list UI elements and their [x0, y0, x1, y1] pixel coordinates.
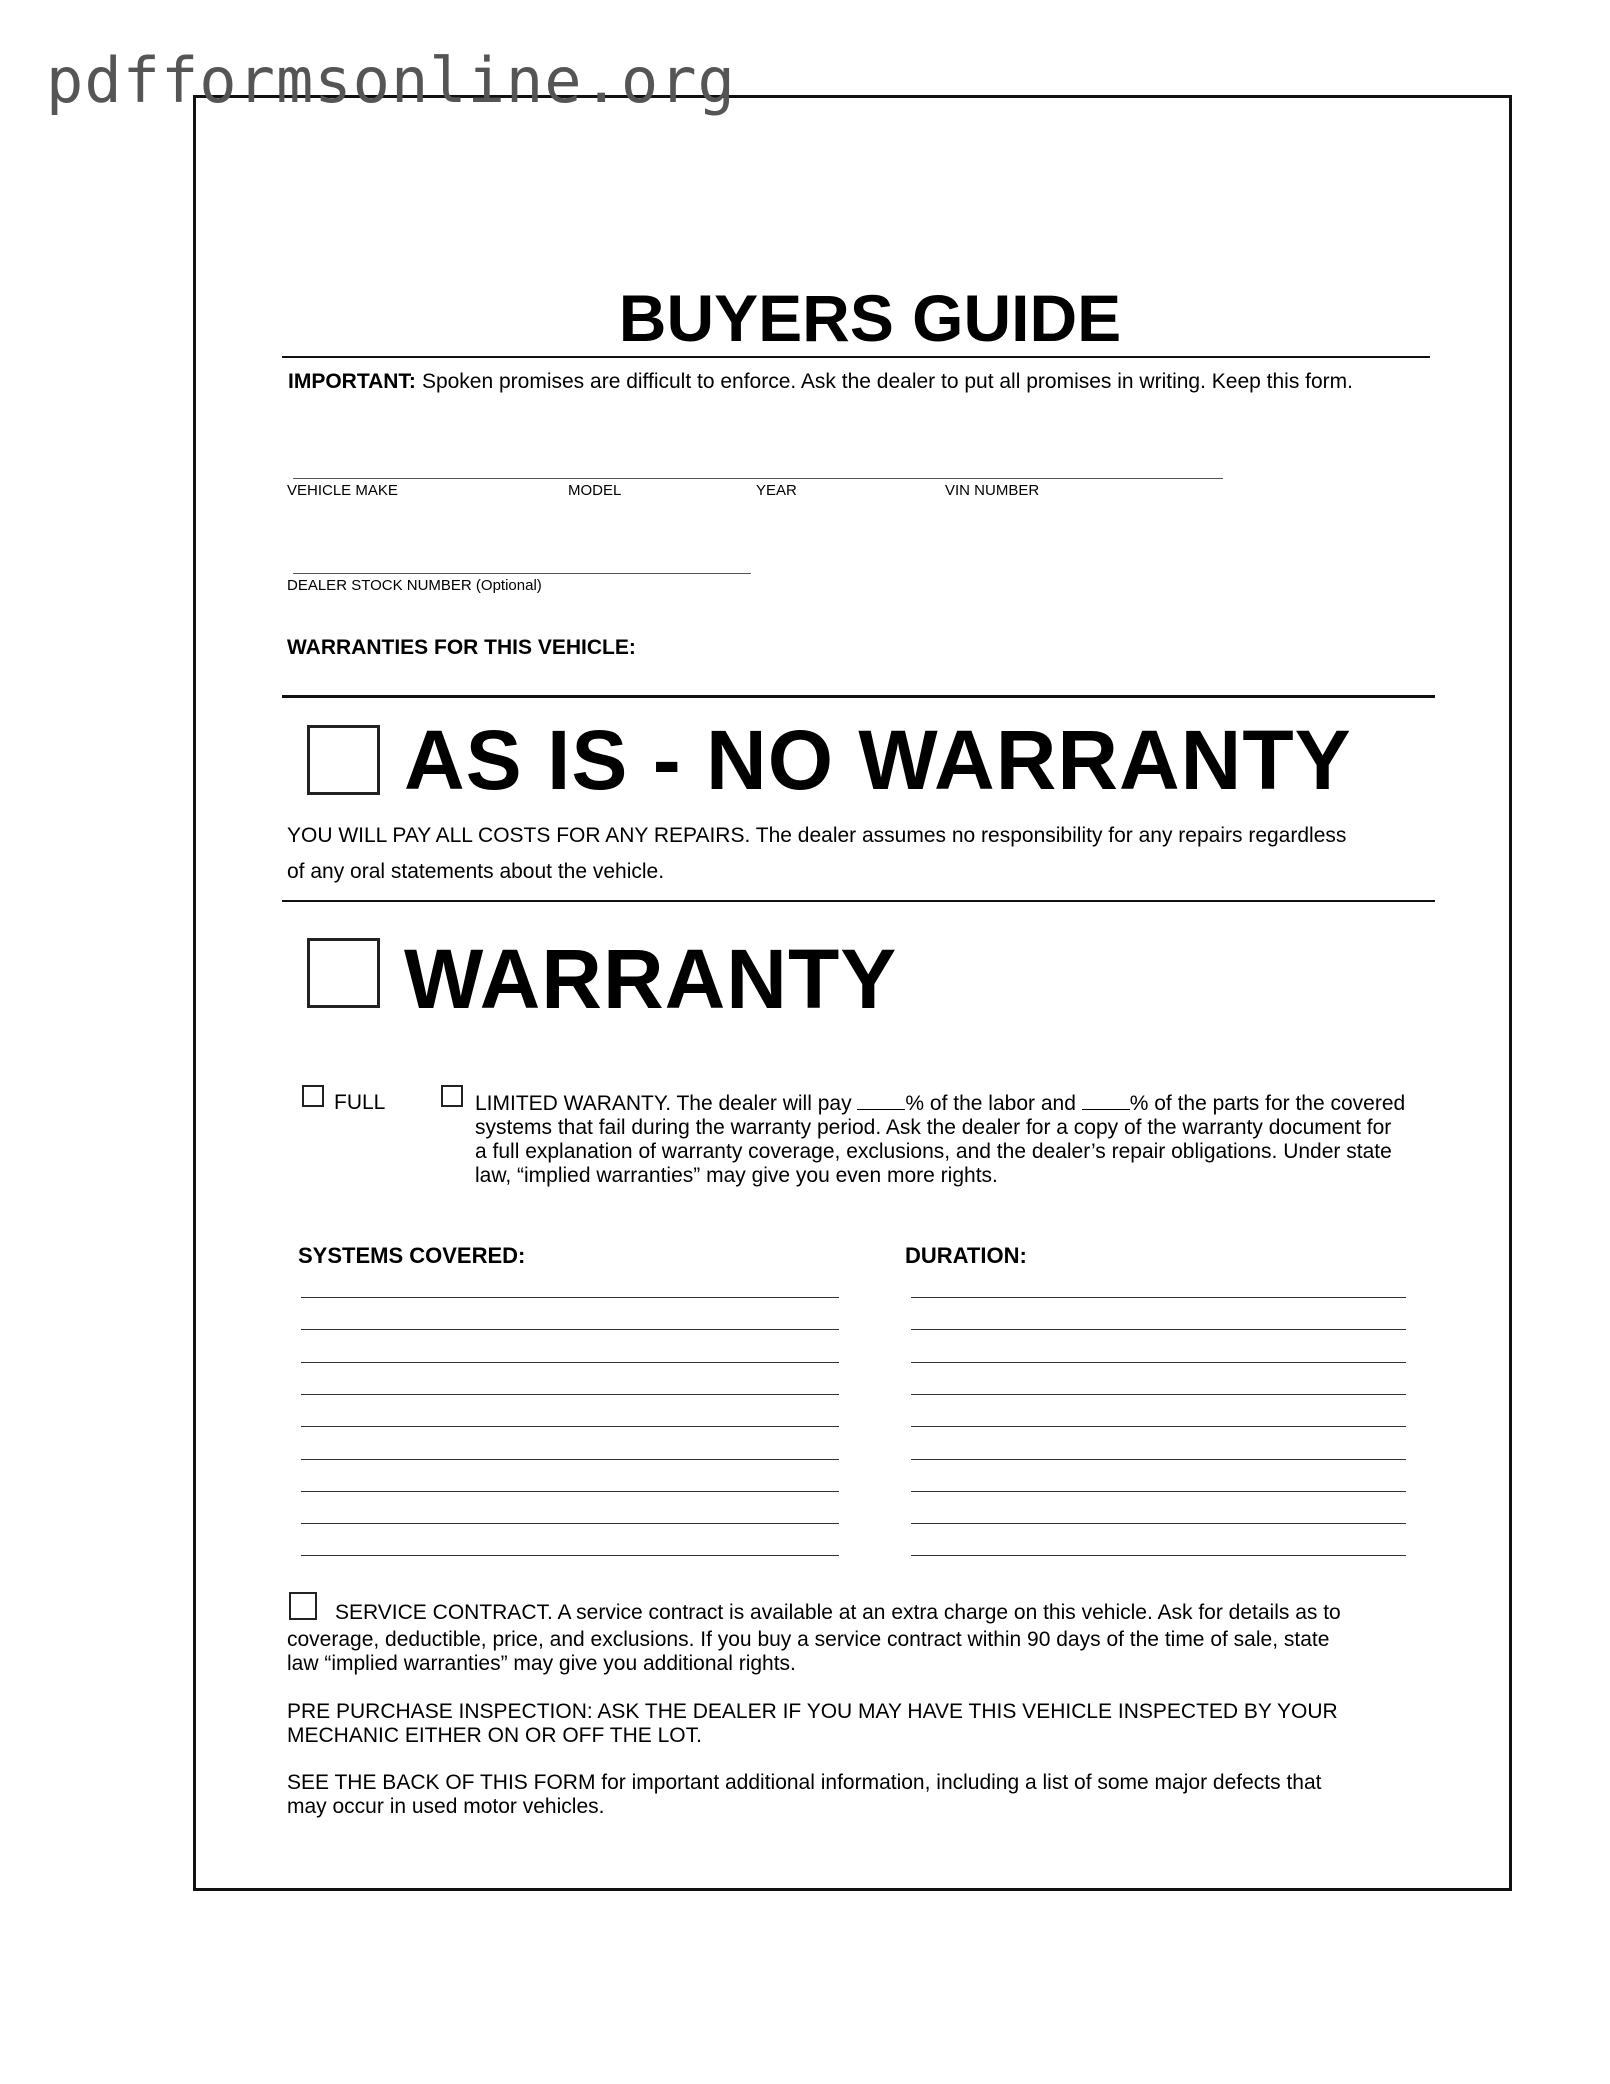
systems-covered-line[interactable] [301, 1329, 839, 1330]
limited-line-2: systems that fail during the warranty period. Ask the dealer for a copy of the warranty document for [475, 1116, 1392, 1139]
vehicle-make-label: VEHICLE MAKE [287, 482, 398, 499]
limited-line-3: a full explanation of warranty coverage, exclusions, and the dealer’s repair obligations. Under state [475, 1140, 1392, 1163]
duration-heading: DURATION: [905, 1243, 1027, 1268]
see-back-line-1: SEE THE BACK OF THIS FORM for important additional information, including a list of some major defects that [287, 1771, 1322, 1794]
warranty-top-rule [282, 900, 1435, 902]
systems-covered-line[interactable] [301, 1491, 839, 1492]
duration-line[interactable] [911, 1491, 1406, 1492]
duration-line[interactable] [911, 1362, 1406, 1363]
systems-covered-line[interactable] [301, 1459, 839, 1460]
service-contract-text [287, 1601, 1341, 1676]
limited-line-4: law, “implied warranties” may give you even more rights. [475, 1164, 998, 1187]
duration-line[interactable] [911, 1459, 1406, 1460]
vin-label: VIN NUMBER [945, 482, 1040, 499]
systems-covered-line[interactable] [301, 1394, 839, 1395]
year-label: YEAR [756, 482, 797, 499]
see-back-line-2: may occur in used motor vehicles. [287, 1795, 605, 1818]
limited-part-1: LIMITED WARANTY. The dealer will pay [475, 1092, 852, 1115]
limited-line-1 [475, 1091, 1405, 1116]
pre-purchase-line-1: PRE PURCHASE INSPECTION: ASK THE DEALER IF YOU MAY HAVE THIS VEHICLE INSPECTED BY YOUR [287, 1700, 1338, 1723]
systems-covered-line[interactable] [301, 1523, 839, 1524]
as-is-checkbox[interactable] [307, 725, 380, 795]
systems-covered-line[interactable] [301, 1555, 839, 1556]
systems-covered-line[interactable] [301, 1362, 839, 1363]
full-warranty-label: FULL [334, 1091, 386, 1114]
title-rule [282, 356, 1430, 358]
as-is-text [287, 818, 1346, 890]
limited-warranty-text [475, 1091, 1405, 1188]
warranty-heading: WARRANTY [404, 932, 898, 1026]
systems-covered-line[interactable] [301, 1297, 839, 1298]
service-line-2: coverage, deductible, price, and exclusions. If you buy a service contract within 90 days of the time of sale, state [287, 1628, 1330, 1651]
model-label: MODEL [568, 482, 622, 499]
labor-percent-field[interactable] [857, 1091, 905, 1110]
warranty-checkbox[interactable] [307, 938, 380, 1008]
as-is-top-rule [282, 695, 1435, 698]
systems-covered-line[interactable] [301, 1426, 839, 1427]
service-line-1: SERVICE CONTRACT. A service contract is available at an extra charge on this vehicle. Ask for details as to [335, 1601, 1341, 1624]
important-label: IMPORTANT: [288, 370, 416, 393]
important-text: Spoken promises are difficult to enforce. Ask the dealer to put all promises in writing. Keep this form. [421, 370, 1354, 393]
pre-purchase-text [287, 1700, 1338, 1748]
dealer-stock-label: DEALER STOCK NUMBER (Optional) [287, 577, 542, 594]
as-is-line-2: of any oral statements about the vehicle. [287, 860, 665, 883]
duration-line[interactable] [911, 1555, 1406, 1556]
systems-covered-heading: SYSTEMS COVERED: [298, 1243, 526, 1268]
pre-purchase-line-2: MECHANIC EITHER ON OR OFF THE LOT. [287, 1724, 702, 1747]
duration-line[interactable] [911, 1426, 1406, 1427]
as-is-heading: AS IS - NO WARRANTY [404, 713, 1352, 807]
important-notice [288, 370, 1353, 394]
duration-line[interactable] [911, 1394, 1406, 1395]
full-warranty-checkbox[interactable] [302, 1085, 324, 1107]
duration-line[interactable] [911, 1297, 1406, 1298]
limited-part-2: % of the labor and [905, 1092, 1076, 1115]
form-title: BUYERS GUIDE [618, 281, 1122, 355]
warranties-heading: WARRANTIES FOR THIS VEHICLE: [287, 636, 636, 659]
limited-warranty-checkbox[interactable] [441, 1085, 463, 1107]
parts-percent-field[interactable] [1082, 1091, 1130, 1110]
duration-line[interactable] [911, 1329, 1406, 1330]
duration-line[interactable] [911, 1523, 1406, 1524]
vehicle-info-line[interactable] [293, 478, 1223, 479]
service-line-3: law “implied warranties” may give you additional rights. [287, 1652, 796, 1675]
see-back-text [287, 1771, 1321, 1819]
watermark: pdfformsonline.org [46, 44, 736, 117]
as-is-line-1: YOU WILL PAY ALL COSTS FOR ANY REPAIRS. The dealer assumes no responsibility for any repairs regardless [287, 824, 1347, 847]
dealer-stock-line[interactable] [293, 573, 751, 574]
limited-part-3: % of the parts for the covered [1129, 1092, 1406, 1115]
